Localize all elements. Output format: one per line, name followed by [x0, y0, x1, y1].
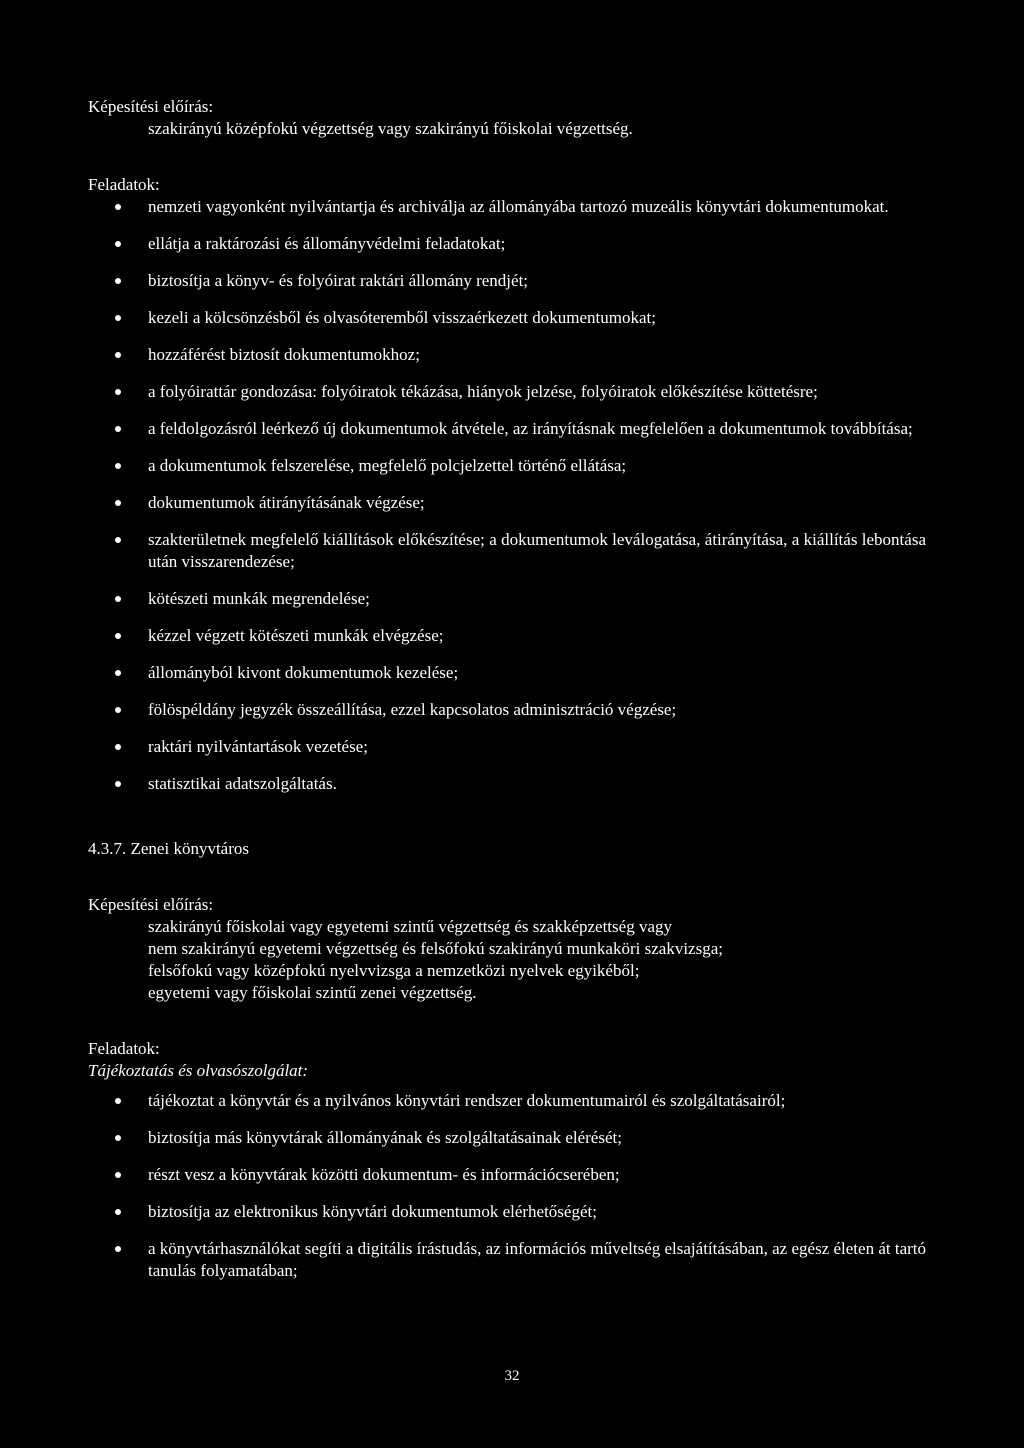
list-item: raktári nyilvántartások vezetése; [88, 736, 926, 758]
bullet-icon [115, 596, 121, 602]
bullet-icon [115, 1172, 121, 1178]
tasks-label: Feladatok: [88, 175, 160, 194]
bullet-icon [115, 670, 121, 676]
list-item: hozzáférést biztosít dokumentumokhoz; [88, 344, 926, 366]
section-heading: 4.3.7. Zenei könyvtáros [88, 839, 249, 858]
bullet-icon [115, 426, 121, 432]
bullet-icon [115, 278, 121, 284]
bullet-icon [115, 744, 121, 750]
list-item: nemzeti vagyonként nyilvántartja és archiválja az állományába tartozó muzeális könyvtári dokumentumokat. [88, 196, 926, 218]
bullet-icon [115, 1209, 121, 1215]
bullet-icon [115, 315, 121, 321]
list-item: a folyóirattár gondozása: folyóiratok tékázása, hiányok jelzése, folyóiratok előkészítése köttetésre; [88, 381, 926, 403]
bullet-icon [115, 1098, 121, 1104]
list-item: ellátja a raktározási és állományvédelmi feladatokat; [88, 233, 926, 255]
bullet-icon [115, 241, 121, 247]
list-item: a feldolgozásról leérkező új dokumentumok átvétele, az irányításnak megfelelően a dokumentumok továbbítása; [88, 418, 926, 440]
qualification-line: nem szakirányú egyetemi végzettség és felsőfokú szakirányú munkaköri szakvizsga; [148, 939, 723, 958]
bullet-icon [115, 1246, 121, 1252]
qualification-line: egyetemi vagy főiskolai szintű zenei végzettség. [148, 983, 477, 1002]
list-item: statisztikai adatszolgáltatás. [88, 773, 926, 795]
bullet-icon [115, 352, 121, 358]
list-item: kötészeti munkák megrendelése; [88, 588, 926, 610]
list-item: a könyvtárhasználókat segíti a digitális írástudás, az információs műveltség elsajátításában, az egész életen át tartó tanulás folyamatában; [88, 1238, 926, 1282]
list-item: állományból kivont dokumentumok kezelése; [88, 662, 926, 684]
list-item: biztosítja más könyvtárak állományának és szolgáltatásainak elérését; [88, 1127, 926, 1149]
task-list [88, 196, 926, 795]
bullet-icon [115, 389, 121, 395]
qualification-line: felsőfokú vagy középfokú nyelvvizsga a nemzetközi nyelvek egyikéből; [148, 961, 640, 980]
qualification-label: Képesítési előírás: [88, 895, 214, 914]
qualification-text: szakirányú középfokú végzettség vagy szakirányú főiskolai végzettség. [148, 119, 633, 138]
list-item: szakterületnek megfelelő kiállítások előkészítése; a dokumentumok leválogatása, átirányítása, a kiállítás lebontása után visszarendezése; [88, 529, 926, 573]
qualification-block [148, 916, 926, 1004]
page-number: 32 [504, 1368, 520, 1384]
bullet-icon [115, 707, 121, 713]
list-item: kezeli a kölcsönzésből és olvasóteremből visszaérkezett dokumentumokat; [88, 307, 926, 329]
tasks-label: Feladatok: [88, 1039, 160, 1058]
task-list [88, 1090, 926, 1282]
bullet-icon [115, 463, 121, 469]
list-item: a dokumentumok felszerelése, megfelelő polcjelzettel történő ellátása; [88, 455, 926, 477]
bullet-icon [115, 204, 121, 210]
qualification-line: szakirányú főiskolai vagy egyetemi szintű végzettség és szakképzettség vagy [148, 917, 672, 936]
bullet-icon [115, 500, 121, 506]
list-item: fölöspéldány jegyzék összeállítása, ezzel kapcsolatos adminisztráció végzése; [88, 699, 926, 721]
bullet-icon [115, 633, 121, 639]
list-item: biztosítja az elektronikus könyvtári dokumentumok elérhetőségét; [88, 1201, 926, 1223]
bullet-icon [115, 781, 121, 787]
bullet-icon [115, 1135, 121, 1141]
bullet-icon [115, 537, 121, 543]
list-item: részt vesz a könyvtárak közötti dokumentum- és információcserében; [88, 1164, 926, 1186]
document-page [88, 96, 926, 1297]
list-item: biztosítja a könyv- és folyóirat raktári állomány rendjét; [88, 270, 926, 292]
qualification-label: Képesítési előírás: [88, 97, 214, 116]
subheading: Tájékoztatás és olvasószolgálat: [88, 1061, 309, 1080]
list-item: kézzel végzett kötészeti munkák elvégzése; [88, 625, 926, 647]
list-item: tájékoztat a könyvtár és a nyilvános könyvtári rendszer dokumentumairól és szolgáltatásairól; [88, 1090, 926, 1112]
list-item: dokumentumok átirányításának végzése; [88, 492, 926, 514]
